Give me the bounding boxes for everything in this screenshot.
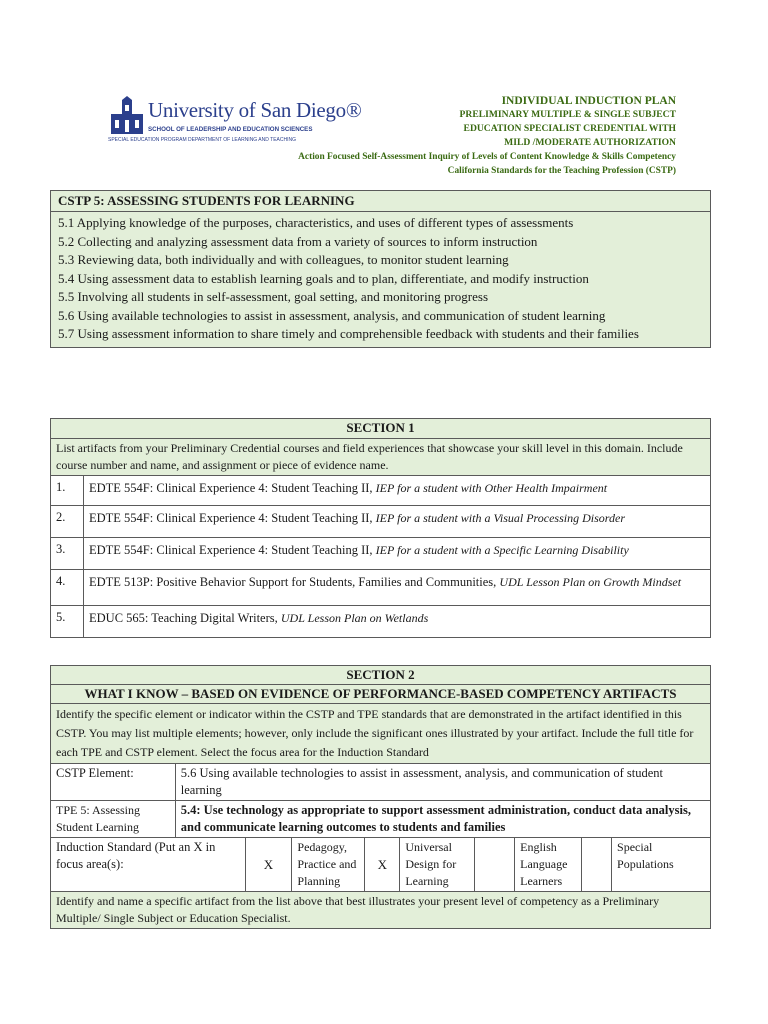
section-2-title: SECTION 2 <box>51 666 711 685</box>
cstp-item: 5.5 Involving all students in self-assessment, goal setting, and monitoring progress <box>58 289 489 304</box>
artifact-evidence: UDL Lesson Plan on Growth Mindset <box>499 575 682 589</box>
artifact-entry <box>84 538 711 570</box>
tpe-label: TPE 5: Assessing Student Learning <box>51 801 176 838</box>
focus-mark-ell[interactable] <box>475 838 515 892</box>
cstp-item: 5.6 Using available technologies to assist in assessment, analysis, and communication of student learning <box>58 307 606 323</box>
cstp-item: 5.7 Using assessment information to share timely and comprehensible feedback with students and their families <box>58 326 639 341</box>
artifact-entry <box>84 506 711 538</box>
artifact-entry <box>84 476 711 506</box>
cstp-items <box>51 212 711 348</box>
section-1-description: List artifacts from your Preliminary Credential courses and field experiences that showcase your skill level in this domain. Include course number and name, and assignment or piece of evidence name. <box>51 439 711 476</box>
focus-mark-special[interactable] <box>582 838 612 892</box>
logo-subtitle: SCHOOL OF LEADERSHIP AND EDUCATION SCIENCES <box>148 126 313 133</box>
focus-area-ell: English Language Learners <box>515 838 582 892</box>
tpe-value: 5.4: Use technology as appropriate to support assessment administration, conduct data analysis, and communicate learning outcomes to students and families <box>175 801 710 838</box>
artifact-evidence: IEP for a student with a Visual Processing Disorder <box>375 511 625 525</box>
header-line-4: MILD /MODERATE AUTHORIZATION <box>504 137 676 148</box>
header-line-5: Action Focused Self-Assessment Inquiry of Levels of Content Knowledge & Skills Competency <box>298 152 676 162</box>
section-1-title: SECTION 1 <box>51 419 711 439</box>
section-2-description: Identify the specific element or indicator within the CSTP and TPE standards that are demonstrated in the artifact identified in this CSTP. You may list multiple elements; however, only include the significant ones illustrated by your artifact. Include the full title for each TPE and CSTP element. Select the focus area for the Induction Standard <box>51 704 711 764</box>
focus-area-pedagogy: Pedagogy, Practice and Planning <box>292 838 365 892</box>
header-line-3: EDUCATION SPECIALIST CREDENTIAL WITH <box>463 123 676 134</box>
artifact-number: 1. <box>51 476 84 506</box>
header-title-block <box>76 94 676 178</box>
focus-mark-udl[interactable]: X <box>365 838 400 892</box>
page-header <box>0 0 768 185</box>
cstp-item: 5.2 Collecting and analyzing assessment data from a variety of sources to inform instruction <box>58 233 538 249</box>
section-2-footer: Identify and name a specific artifact from the list above that best illustrates your present level of competency as a Preliminary Multiple/ Single Subject or Education Specialist. <box>51 892 711 929</box>
artifact-number: 4. <box>51 570 84 606</box>
cstp-element-label: CSTP Element: <box>51 764 176 801</box>
focus-mark-pedagogy[interactable]: X <box>245 838 292 892</box>
artifact-evidence: IEP for a student with Other Health Impairment <box>375 481 608 495</box>
section-2-table <box>50 665 711 929</box>
induction-standard-label: Induction Standard (Put an X in focus area(s): <box>51 838 246 892</box>
artifact-course: EDTE 554F: Clinical Experience 4: Student Teaching II, <box>89 543 376 557</box>
focus-area-special: Special Populations <box>612 838 711 892</box>
artifact-number: 3. <box>51 538 84 570</box>
artifact-course: EDTE 554F: Clinical Experience 4: Student Teaching II, <box>89 511 376 525</box>
section-1-table <box>50 418 711 638</box>
artifact-course: EDTE 554F: Clinical Experience 4: Student Teaching II, <box>89 481 376 495</box>
section-2-subtitle: WHAT I KNOW – BASED ON EVIDENCE OF PERFORMANCE-BASED COMPETENCY ARTIFACTS <box>51 685 711 704</box>
cstp-item: 5.4 Using assessment data to establish learning goals and to plan, differentiate, and modify instruction <box>58 270 589 286</box>
artifact-course: EDTE 513P: Positive Behavior Support for Students, Families and Communities, <box>89 575 500 589</box>
cstp-table <box>50 190 711 348</box>
cstp-title: CSTP 5: ASSESSING STUDENTS FOR LEARNING <box>51 191 711 212</box>
header-line-1: INDIVIDUAL INDUCTION PLAN <box>501 95 676 107</box>
artifact-evidence: IEP for a student with a Specific Learning Disability <box>375 543 629 557</box>
artifact-number: 2. <box>51 506 84 538</box>
header-line-2: PRELIMINARY MULTIPLE & SINGLE SUBJECT <box>459 109 676 120</box>
artifact-entry <box>84 606 711 638</box>
cstp-item: 5.3 Reviewing data, both individually and with colleagues, to monitor student learning <box>58 252 509 267</box>
artifact-number: 5. <box>51 606 84 638</box>
logo-title: University of San Diego® <box>148 98 362 122</box>
focus-area-udl: Universal Design for Learning <box>400 838 475 892</box>
cstp-item: 5.1 Applying knowledge of the purposes, characteristics, and uses of different types of assessments <box>58 215 574 230</box>
artifact-evidence: UDL Lesson Plan on Wetlands <box>280 611 429 625</box>
cstp-element-value: 5.6 Using available technologies to assist in assessment, analysis, and communication of student learning <box>175 764 710 801</box>
header-line-6: California Standards for the Teaching Profession (CSTP) <box>447 166 676 176</box>
artifact-course: EDUC 565: Teaching Digital Writers, <box>89 611 281 625</box>
logo-program: SPECIAL EDUCATION PROGRAM DEPARTMENT OF LEARNING AND TEACHING <box>108 137 296 143</box>
artifact-entry <box>84 570 711 606</box>
